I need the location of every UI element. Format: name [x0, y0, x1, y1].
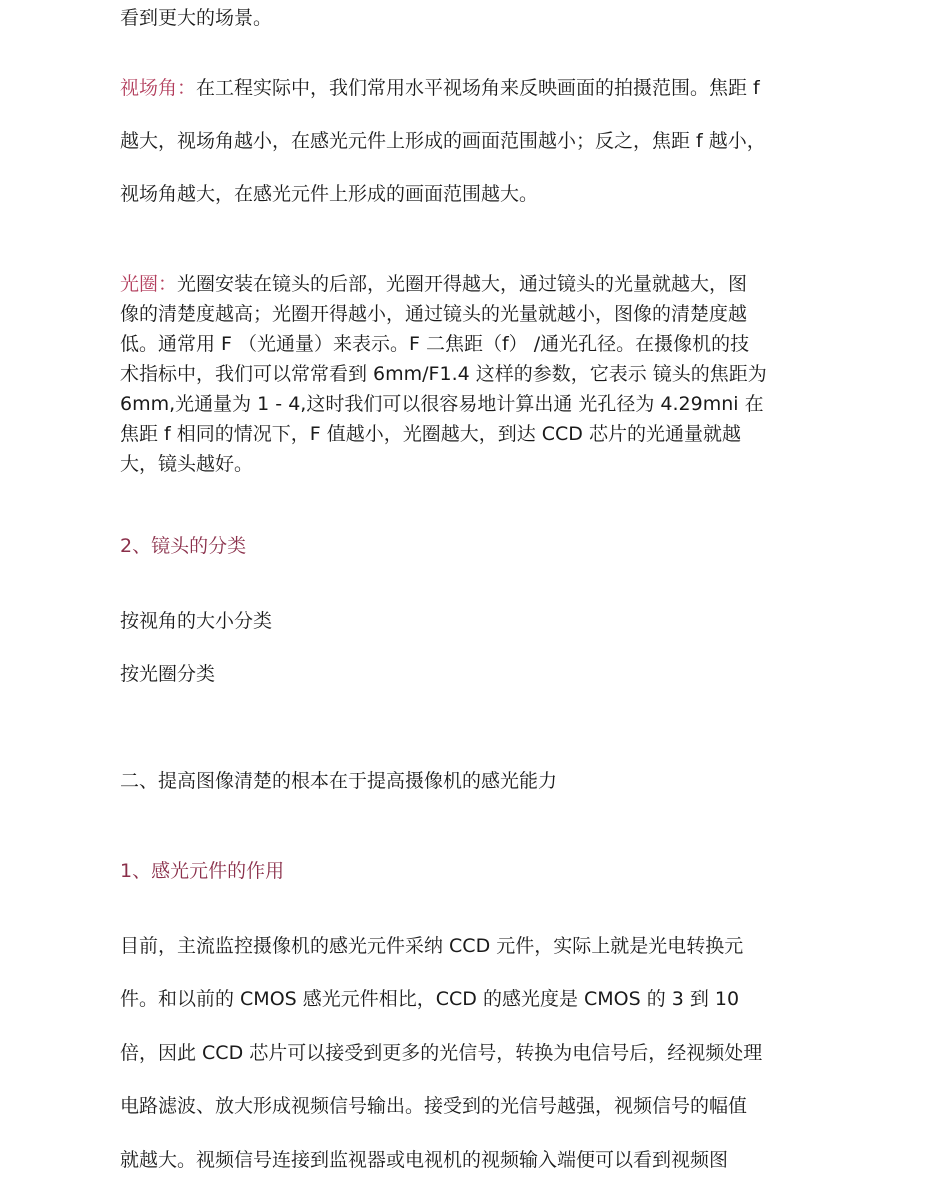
intro-text-line: 看到更大的场景。	[120, 7, 273, 29]
aperture-paragraph-line-6: 焦距 f 相同的情况下，F 值越小，光圈越大，到达 CCD 芯片的光通量就越	[120, 423, 741, 445]
aperture-paragraph-line-4: 术指标中，我们可以常常看到 6mm/F1.4 这样的参数，它表示 镜头的焦距为	[120, 363, 767, 385]
sensor-paragraph-line-3: 倍，因此 CCD 芯片可以接受到更多的光信号，转换为电信号后，经视频处理	[120, 1042, 763, 1064]
lens-classification-item-aperture: 按光圈分类	[120, 663, 216, 685]
fov-text-1: 在工程实际中，我们常用水平视场角来反映画面的拍摄范围。焦距 f	[196, 77, 760, 99]
aperture-paragraph-line-3: 低。通常用 F （光通量）来表示。F 二焦距（f） /通光孔径。在摄像机的技	[120, 333, 750, 355]
aperture-paragraph-line-7: 大，镜头越好。	[120, 453, 254, 475]
aperture-paragraph-line-5: 6mm,光通量为 1 - 4,这时我们可以很容易地计算出通 光孔径为 4.29mni 在	[120, 393, 764, 415]
sensor-paragraph-line-4: 电路滤波、放大形成视频信号输出。接受到的光信号越强，视频信号的幅值	[120, 1095, 748, 1117]
fov-paragraph-line-2: 越大，视场角越小，在感光元件上形成的画面范围越小；反之，焦距 f 越小，	[120, 130, 766, 152]
aperture-paragraph-line-1	[120, 272, 747, 296]
aperture-text-1: 光圈安装在镜头的后部，光圈开得越大，通过镜头的光量就越大，图	[177, 273, 748, 295]
section-two-heading: 二、提高图像清楚的根本在于提高摄像机的感光能力	[120, 770, 558, 792]
aperture-label: 光圈：	[120, 273, 178, 295]
aperture-paragraph-line-2: 像的清楚度越高；光圈开得越小，通过镜头的光量就越小，图像的清楚度越	[120, 303, 748, 325]
fov-paragraph-line-3: 视场角越大，在感光元件上形成的画面范围越大。	[120, 183, 539, 205]
lens-classification-item-view-angle: 按视角的大小分类	[120, 610, 273, 632]
sensor-paragraph-line-5: 就越大。视频信号连接到监视器或电视机的视频输入端便可以看到视频图	[120, 1149, 729, 1171]
fov-label: 视场角：	[120, 77, 197, 99]
fov-paragraph-line-1	[120, 76, 760, 100]
sensor-paragraph-line-2: 件。和以前的 CMOS 感光元件相比，CCD 的感光度是 CMOS 的 3 到 10	[120, 988, 740, 1010]
sensor-paragraph-line-1: 目前，主流监控摄像机的感光元件采纳 CCD 元件，实际上就是光电转换元	[120, 935, 744, 957]
sensor-role-heading: 1、感光元件的作用	[120, 860, 285, 882]
lens-classification-heading: 2、镜头的分类	[120, 535, 247, 557]
